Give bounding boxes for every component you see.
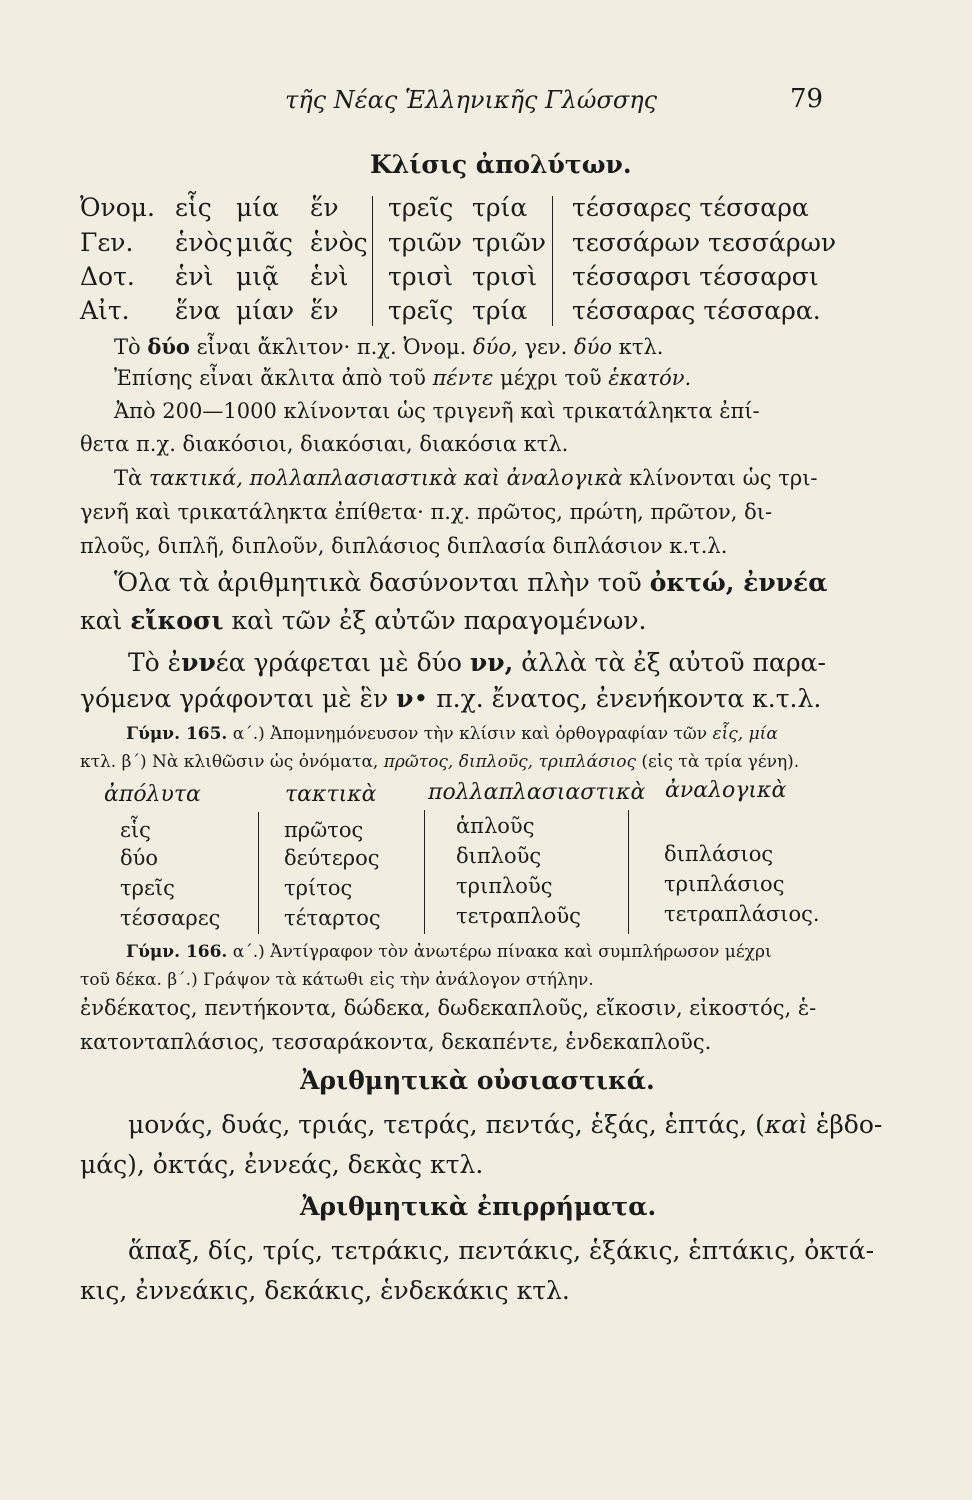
text-line: θετα π.χ. διακόσιοι, διακόσιαι, διακόσια κτλ. [80,432,569,456]
page-number: 79 [790,84,824,114]
declension-cell: μίαν [236,296,295,325]
text-line: κις, ἐννεάκις, δεκάκις, ἑνδεκάκις κτλ. [80,1276,570,1305]
text-line: πλοῦς, διπλῆ, διπλοῦν, διπλάσιος διπλασία διπλάσιον κ.τ.λ. [80,534,728,558]
exercise-166-words: ἐνδέκατος, πεντήκοντα, δώδεκα, δωδεκαπλοῦς, εἴκοσιν, εἰκοστός, ἑ- [80,996,817,1020]
declension-cell: τριῶν [472,228,546,257]
declension-cell: τρία [472,193,528,222]
table-cell: τρεῖς [120,876,175,900]
text-line: καὶ εἴκοσι καὶ τῶν ἐξ αὐτῶν παραγομένων. [80,606,647,635]
section-heading-nouns: Ἀριθμητικὰ οὐσιαστικά. [300,1066,655,1095]
text-line: γενῆ καὶ τρικατάληκτα ἐπίθετα· π.χ. πρῶτος, πρώτη, πρῶτον, δι- [80,500,773,524]
declension-cell: τεσσάρων τεσσάρων [572,228,837,257]
declension-cell: τρεῖς [388,296,454,325]
exercise-166: Γύμν. 166. α΄.) Ἀντίγραφον τὸν ἀνωτέρω πίνακα καὶ συμπλήρωσον μέχρι [126,942,772,962]
table-cell: πρῶτος [284,818,364,842]
table-cell: τρίτος [284,876,353,900]
table-header: πολλαπλασιαστικὰ [428,780,646,805]
text-line: γόμενα γράφονται μὲ ἓν ν• π.χ. ἔνατος, ἐνενήκοντα κ.τ.λ. [80,684,822,713]
text-line: Ἐπίσης εἶναι ἄκλιτα ἀπὸ τοῦ πέντε μέχρι τοῦ ἑκατόν. [114,366,692,390]
table-cell: δύο [120,846,159,870]
exercise-165: Γύμν. 165. α΄.) Ἀπομνημόνευσον τὴν κλίσιν καὶ ὀρθογραφίαν τῶν εἷς, μία [126,724,778,744]
table-cell: ἁπλοῦς [456,814,535,838]
column-rule [552,196,553,326]
table-header: τακτικὰ [285,782,377,807]
column-rule [258,812,259,934]
declension-cell: ἑνὶ [175,262,214,291]
text-line: μονάς, δυάς, τριάς, τετράς, πεντάς, ἑξάς, ἑπτάς, (καὶ ἑβδο- [128,1110,883,1139]
declension-cell: ἕν [310,193,339,222]
table-cell: διπλοῦς [456,844,542,868]
table-cell: τέσσαρες [120,906,221,930]
text-line: Τὸ δύο εἶναι ἄκλιτον· π.χ. Ὀνομ. δύο, γεν. δύο κτλ. [114,334,664,359]
case-label: Δοτ. [80,262,135,291]
column-rule [628,810,629,934]
declension-cell: τρία [472,296,528,325]
declension-cell: μιᾶς [236,228,293,257]
declension-cell: ἕν [310,296,339,325]
declension-cell: ἑνὸς [310,228,368,257]
table-header: ἀπόλυτα [104,782,201,807]
exercise-165-cont: κτλ. β΄) Νὰ κλιθῶσιν ὡς ὀνόματα, πρῶτος, διπλοῦς, τριπλάσιος (εἰς τὰ τρία γένη). [80,752,800,772]
declension-cell: εἷς [175,193,212,222]
text-line: Ἀπὸ 200—1000 κλίνονται ὡς τριγενῆ καὶ τρικατάληκτα ἐπί- [114,399,760,423]
declension-cell: μιᾷ [236,262,279,291]
text-line: ἅπαξ, δίς, τρίς, τετράκις, πεντάκις, ἑξάκις, ἑπτάκις, ὀκτά- [128,1236,875,1265]
column-rule [424,810,425,934]
case-label: Αἰτ. [80,296,130,325]
declension-cell: ἑνὶ [310,262,349,291]
text-line: Τὸ ἐννέα γράφεται μὲ δύο νν, ἀλλὰ τὰ ἐξ αὐτοῦ παρα- [128,648,826,677]
declension-cell: τέσσαρας τέσσαρα. [572,296,821,325]
table-cell: τέταρτος [284,906,381,930]
declension-cell: ἕνα [175,296,221,325]
table-cell: τριπλάσιος [664,872,785,896]
exercise-166-words: κατονταπλάσιος, τεσσαράκοντα, δεκαπέντε, ἑνδεκαπλοῦς. [80,1030,712,1054]
table-cell: τετραπλάσιος. [664,902,820,926]
table-cell: τετραπλοῦς [456,904,581,928]
declension-cell: τρεῖς [388,193,454,222]
column-rule [372,196,373,326]
declension-cell: τέσσαρες τέσσαρα [572,193,809,222]
text-line: Ὅλα τὰ ἀριθμητικὰ δασύνονται πλὴν τοῦ ὀκτώ, ἐννέα [114,568,828,597]
table-cell: εἷς [120,818,151,842]
section-heading-adverbs: Ἀριθμητικὰ ἐπιρρήματα. [300,1192,657,1221]
table-header: ἀναλογικὰ [665,778,787,803]
text-line: μάς), ὀκτάς, ἐννεάς, δεκὰς κτλ. [80,1150,484,1179]
table-cell: διπλάσιος [664,842,774,866]
case-label: Ὀνομ. [80,193,155,222]
declension-cell: μία [236,193,279,222]
running-header: τῆς Νέας Ἑλληνικῆς Γλώσσης [285,86,658,114]
table-cell: δεύτερος [284,846,380,870]
table-cell: τριπλοῦς [456,874,553,898]
declension-cell: τριῶν [388,228,462,257]
section-heading-declension: Κλίσις ἀπολύτων. [370,150,632,179]
declension-cell: τρισὶ [388,262,454,291]
case-label: Γεν. [80,228,134,257]
exercise-166-cont: τοῦ δέκα. β΄.) Γράψον τὰ κάτωθι εἰς τὴν ἀνάλογον στήλην. [80,970,594,990]
text-line: Τὰ τακτικά, πολλαπλασιαστικὰ καὶ ἀναλογικὰ κλίνονται ὡς τρι- [114,466,818,490]
declension-cell: τέσσαρσι τέσσαρσι [572,262,819,291]
declension-cell: ἑνὸς [175,228,233,257]
declension-cell: τρισὶ [472,262,538,291]
